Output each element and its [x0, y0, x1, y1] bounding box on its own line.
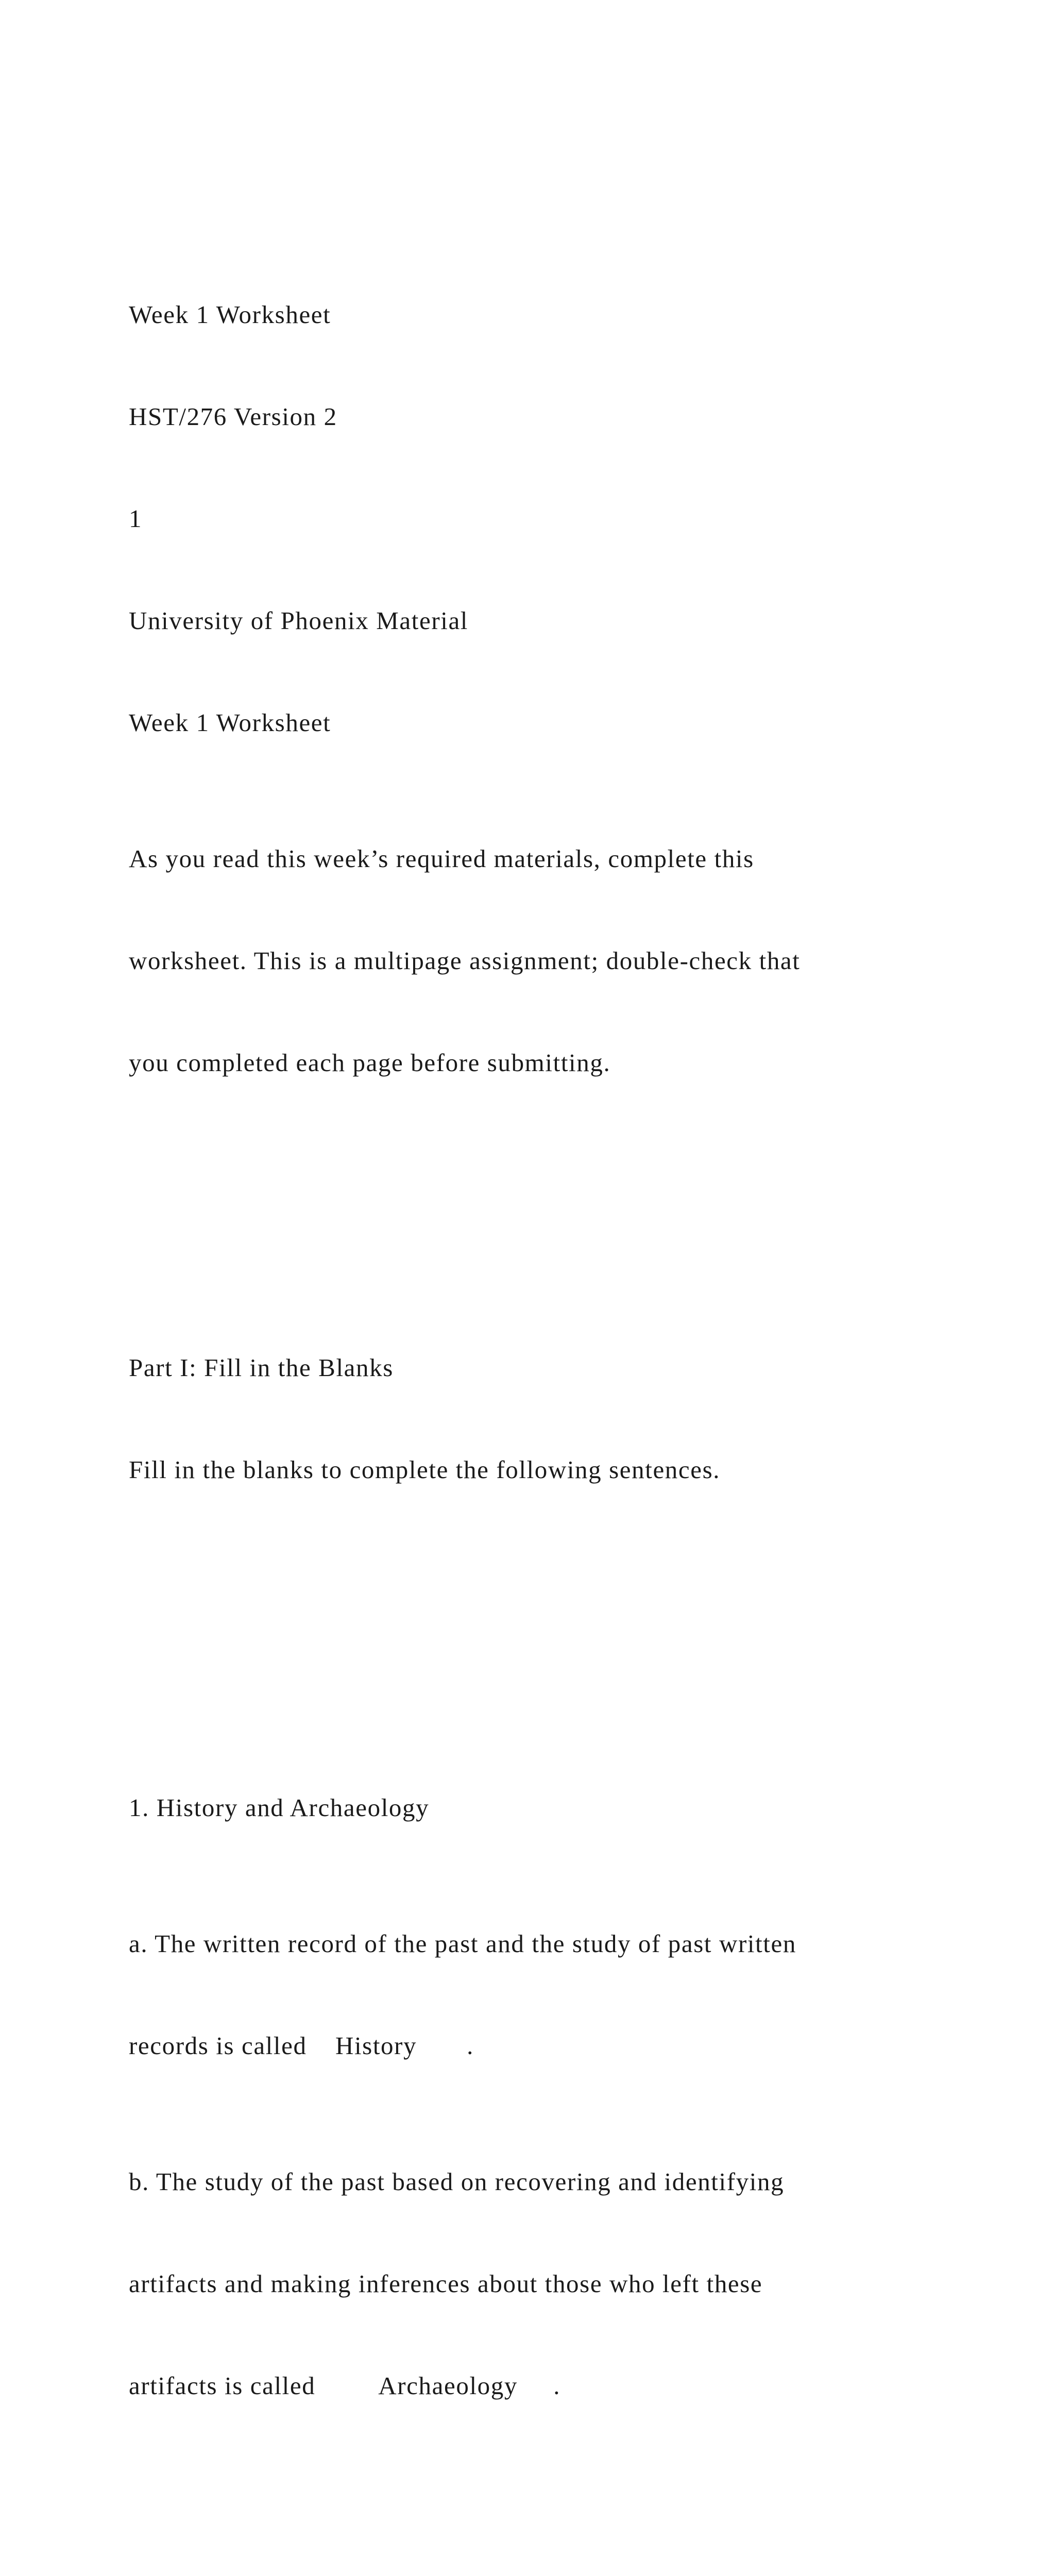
question-a-line: records is called History . — [129, 2031, 474, 2060]
spacer — [129, 1182, 932, 1249]
institution-name: University of Phoenix Material — [129, 606, 469, 635]
course-code: HST/276 Version 2 — [129, 402, 337, 431]
document-title: Week 1 Worksheet — [129, 300, 331, 329]
spacer — [129, 2505, 932, 2539]
question-b-line: artifacts is called Archaeology . — [129, 2371, 561, 2400]
section1-heading: 1. History and Archaeology — [129, 1793, 430, 1822]
part1-instruction: Fill in the blanks to complete the following sentences. — [129, 1455, 721, 1484]
question-a-line: a. The written record of the past and the study of past written — [129, 1929, 796, 1958]
spacer — [129, 1589, 932, 1689]
intro-line: As you read this week’s required materials, complete this — [129, 844, 754, 873]
document-body — [129, 230, 932, 2576]
question-b-line: artifacts and making inferences about those who left these — [129, 2269, 763, 2298]
part1-heading: Part I: Fill in the Blanks — [129, 1353, 394, 1382]
intro-line: worksheet. This is a multipage assignment; double-check that — [129, 946, 801, 975]
page-number: 1 — [129, 504, 143, 533]
intro-line: you completed each page before submitting. — [129, 1048, 611, 1077]
worksheet-subtitle: Week 1 Worksheet — [129, 708, 331, 737]
question-b-line: b. The study of the past based on recovering and identifying — [129, 2167, 785, 2196]
